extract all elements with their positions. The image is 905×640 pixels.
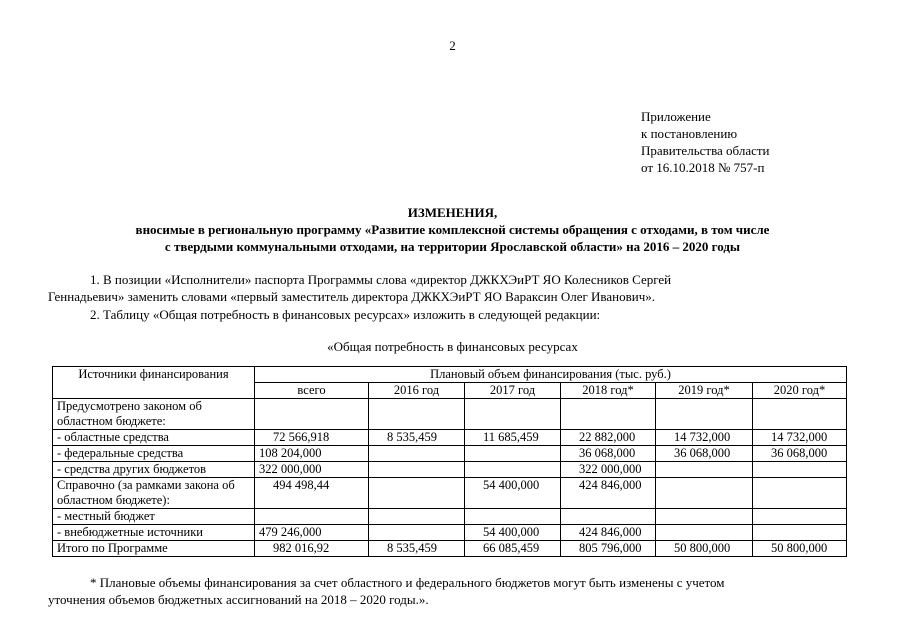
table-cell: 66 085,459 [465, 541, 561, 557]
footnote-line: * Плановые объемы финансирования за счет областного и федерального бюджетов могут быть изменены с учетом [90, 575, 725, 590]
table-cell: 14 732,000 [656, 430, 753, 446]
table-cell: 14 732,000 [753, 430, 847, 446]
title-line: с твердыми коммунальными отходами, на территории Ярославской области» на 2016 – 2020 годы [164, 239, 741, 254]
column-header: 2017 год [465, 383, 561, 399]
appendix-line: от 16.10.2018 № 757-п [641, 160, 765, 175]
table-row [53, 430, 847, 446]
paragraph-2: 2. Таблицу «Общая потребность в финансовых ресурсах» изложить в следующей редакции: [90, 307, 601, 322]
column-header: всего [255, 383, 369, 399]
row-label: - областные средства [53, 430, 255, 446]
table-cell [561, 509, 656, 525]
table-cell: 54 400,000 [465, 525, 561, 541]
row-label: Предусмотрено законом об областном бюджете: [53, 399, 255, 430]
table-cell: 8 535,459 [369, 541, 465, 557]
table-caption: «Общая потребность в финансовых ресурсах [327, 339, 578, 354]
table-cell [465, 509, 561, 525]
table-cell: 50 800,000 [753, 541, 847, 557]
table-cell [753, 509, 847, 525]
table-cell: 479 246,000 [255, 525, 369, 541]
row-label: - внебюджетные источники [53, 525, 255, 541]
table-row [53, 399, 847, 430]
appendix-line: к постановлению [641, 126, 738, 141]
table-cell [369, 462, 465, 478]
table-cell [561, 399, 656, 430]
table-row [53, 462, 847, 478]
table-cell: 424 846,000 [561, 525, 656, 541]
page-number: 2 [449, 38, 456, 53]
table-cell: 424 846,000 [561, 478, 656, 509]
table-cell: 50 800,000 [656, 541, 753, 557]
table-cell: 108 204,000 [255, 446, 369, 462]
financing-table [52, 366, 847, 557]
table-cell: 494 498,44 [255, 478, 369, 509]
table-cell: 72 566,918 [255, 430, 369, 446]
table-cell [369, 399, 465, 430]
row-label: Справочно (за рамками закона об областном бюджете): [53, 478, 255, 509]
table-cell [369, 525, 465, 541]
table-cell [369, 509, 465, 525]
table-cell: 54 400,000 [465, 478, 561, 509]
table-cell [369, 478, 465, 509]
title-heading: ИЗМЕНЕНИЯ, [407, 205, 498, 220]
appendix-line: Приложение [641, 109, 711, 124]
title-line: вносимые в региональную программу «Развитие комплексной системы обращения с отходами, в том числе [135, 222, 770, 237]
row-label: - средства других бюджетов [53, 462, 255, 478]
table-row [53, 478, 847, 509]
table-cell: 322 000,000 [561, 462, 656, 478]
table-cell [369, 446, 465, 462]
table-cell: 322 000,000 [255, 462, 369, 478]
table-cell [656, 525, 753, 541]
table-cell [656, 509, 753, 525]
table-cell: 805 796,000 [561, 541, 656, 557]
table-cell: 36 068,000 [561, 446, 656, 462]
table-cell [656, 478, 753, 509]
appendix-block [641, 108, 770, 176]
paragraph-1 [48, 271, 842, 305]
table-cell [753, 462, 847, 478]
table-cell: 8 535,459 [369, 430, 465, 446]
table-cell [465, 446, 561, 462]
column-header: 2016 год [369, 383, 465, 399]
table-cell: 982 016,92 [255, 541, 369, 557]
table-header-row [53, 367, 847, 383]
table-row [53, 446, 847, 462]
footnote [48, 574, 850, 608]
header-planned-volume: Плановый объем финансирования (тыс. руб.) [255, 367, 847, 383]
table-cell [753, 478, 847, 509]
table-row [53, 509, 847, 525]
table-cell [255, 399, 369, 430]
table-cell: 11 685,459 [465, 430, 561, 446]
table-cell [656, 399, 753, 430]
column-header: 2020 год* [753, 383, 847, 399]
table-row [53, 525, 847, 541]
table-row-total [53, 541, 847, 557]
document-title [40, 204, 865, 255]
row-label: - федеральные средства [53, 446, 255, 462]
row-label: Итого по Программе [53, 541, 255, 557]
table-cell [255, 509, 369, 525]
table-cell [465, 399, 561, 430]
header-sources: Источники финансирования [53, 367, 255, 399]
column-header: 2019 год* [656, 383, 753, 399]
table-cell [465, 462, 561, 478]
paragraph-line: Геннадьевич» заменить словами «первый заместитель директора ДЖКХЭиРТ ЯО Вараксин Олег Иванович». [48, 289, 656, 304]
appendix-line: Правительства области [641, 143, 770, 158]
table-cell [656, 462, 753, 478]
column-header: 2018 год* [561, 383, 656, 399]
footnote-line: уточнения объемов бюджетных ассигнований на 2018 – 2020 годы.». [48, 592, 429, 607]
table-cell: 36 068,000 [753, 446, 847, 462]
table-cell: 36 068,000 [656, 446, 753, 462]
paragraph-line: 1. В позиции «Исполнители» паспорта Программы слова «директор ДЖКХЭиРТ ЯО Колесников Сергей [90, 272, 672, 287]
table-cell: 22 882,000 [561, 430, 656, 446]
table-cell [753, 399, 847, 430]
table-cell [753, 525, 847, 541]
row-label: - местный бюджет [53, 509, 255, 525]
